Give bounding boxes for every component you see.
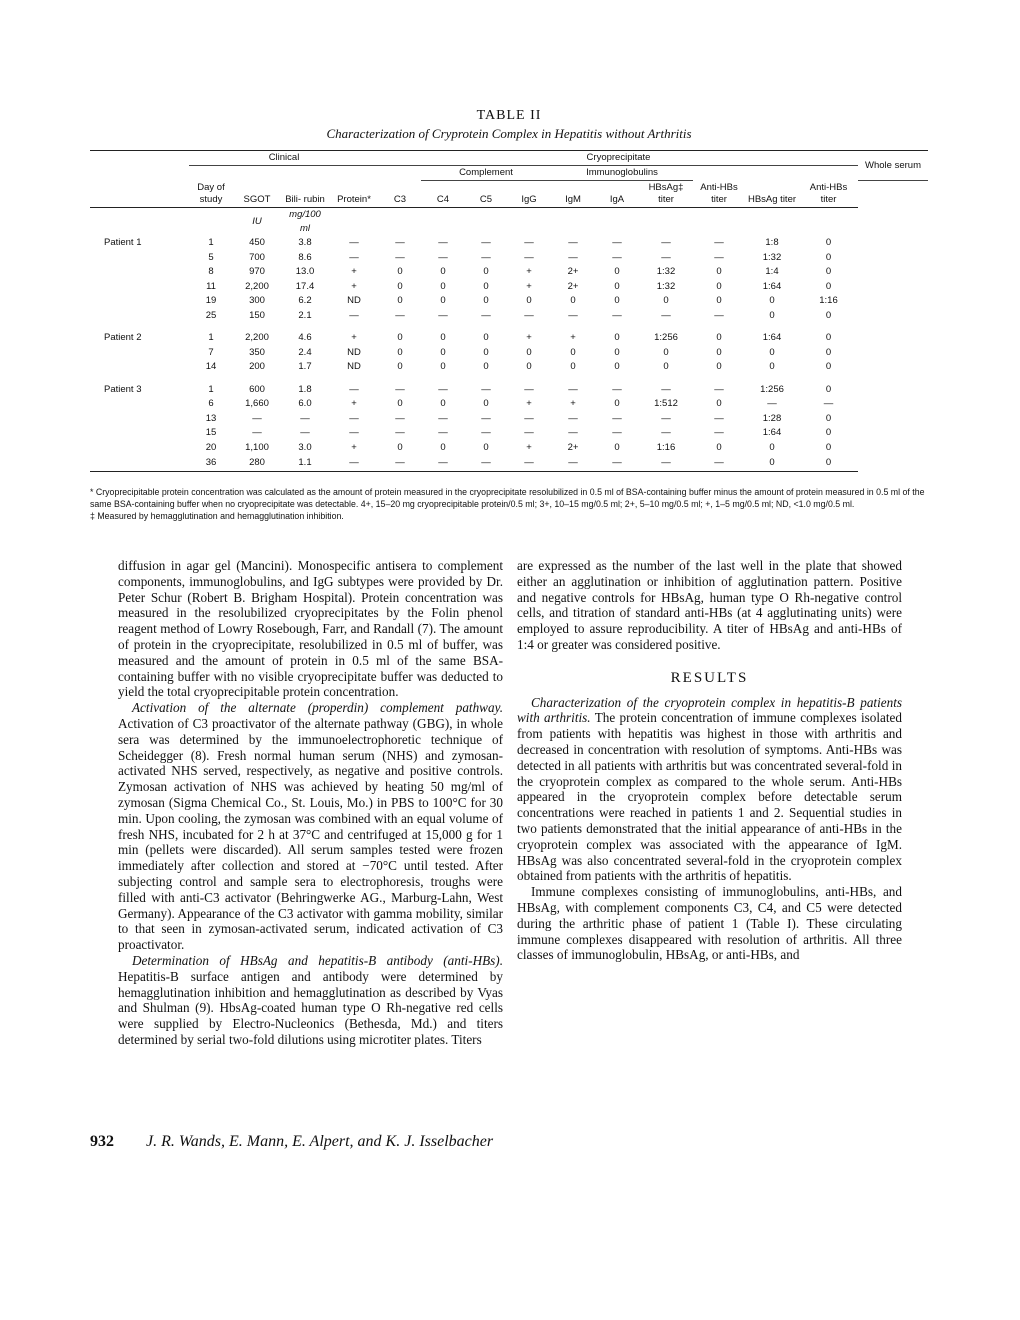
table-cell: 1:8 [765, 237, 779, 249]
table-row [90, 265, 928, 280]
table-cell: 0 [614, 295, 620, 307]
table-cell: 2.4 [298, 346, 312, 358]
table-cell: — [507, 455, 551, 472]
table-cell: — [612, 251, 622, 263]
table-cell: 0 [397, 361, 403, 373]
table-cell: — [481, 383, 491, 395]
table-cell: 0 [526, 295, 532, 307]
table-cell: — [329, 455, 379, 472]
table-cell: 0 [440, 280, 446, 292]
patient-label: Patient 2 [104, 332, 142, 344]
paragraph-hbsag-determination [118, 953, 503, 1048]
table-cell: — [300, 412, 310, 424]
table-cell: + [351, 280, 357, 292]
table-cell: 0 [614, 441, 620, 453]
table-cell: 2.1 [298, 309, 312, 321]
body-alternate-pathway: Activation of C3 proactivator of the alternate pathway (GBG), in whole sera was determined by the immunoelectrophoretic technique of Scheidegger (8). Fresh normal human serum (NHS) and zymosan-activated NHS served, respectively, as negative and positive controls. Zymosan activation of NHS was achieved by heating 50 mg/ml of zymosan (Sigma Chemical Co., St. Louis, Mo.) in PBS to 100°C for 30 min. Upon cooling, the zymosan was combined with an equal volume of fresh NHS, incubated for 2 h at 37°C and centrifuged at 15,000 g for 1 min (pellets were discarded). All serum samples tested were frozen immediately after collection and stored at −70°C until tested. After subjecting control and sample sera to electrophoresis, troughs were filled with anti-C3 activator (Behringwerke AG., Marburg-Lahn, West Germany). Appearance of the C3 activator with gamma mobility, similar to that seen in zymosan-activated serum, indicated activation of C3 proactivator. [118, 715, 503, 953]
table-cell: 1:64 [762, 280, 782, 292]
table-cell: — [767, 398, 777, 410]
table-cell: — [595, 455, 639, 472]
table-cell: — [395, 383, 405, 395]
table-row [90, 280, 928, 295]
table-cell: 2+ [567, 280, 579, 292]
paragraph-titers: are expressed as the number of the last well in the plate that showed either an agglutination or inhibition of agglutination pattern. Positive and negative controls for HBsAg, human type O Rh-negative control cells, and titration of standard anti-HBs (at 4 agglutinating units) were employed to assure reproducibility. A titer of HBsAg and anti-HBs of 1:4 or greater was considered positive. [517, 558, 902, 652]
table-cell: 0 [769, 295, 775, 307]
table-cell: 0 [614, 346, 620, 358]
heading-alternate-pathway: Activation of the alternate (properdin) complement pathway. [132, 700, 503, 716]
patient-label [90, 309, 189, 324]
unit-bilirubin: mg/100 ml [289, 209, 321, 234]
table-cell: + [570, 398, 576, 410]
table-cell: — [395, 427, 405, 439]
table-row [90, 397, 928, 412]
table-cell: 0 [825, 266, 832, 278]
table-cell: 0 [825, 441, 832, 453]
table-cell: 3.0 [298, 441, 312, 453]
table-cell: 3.8 [298, 237, 312, 249]
table-cell: — [568, 412, 578, 424]
group-clinical: Clinical [189, 151, 379, 166]
table-cell: — [349, 427, 359, 439]
col-serum-hbsag: HBsAg titer [745, 181, 799, 208]
body-hbsag-determination: Hepatitis-B surface antigen and antibody were determined by hemagglutination inhibition and hemagglutination as described by Vyas and Shulman (9). HbsAg-coated human type O Rh-negative red cells were supplied by Electro-Nucleonics (Bethesda, Md.) and titers determined by serial two-fold dilutions using microtiter plates. Titers [118, 968, 503, 1047]
results-heading: RESULTS [670, 669, 749, 686]
table-row [90, 383, 928, 398]
patient-label [90, 265, 189, 280]
group-whole-serum: Whole serum [858, 151, 928, 181]
table-cell: 6.2 [298, 295, 312, 307]
table-cell: + [526, 332, 532, 344]
table-cell: — [524, 412, 534, 424]
table-cell: + [526, 266, 532, 278]
table-cell: 1 [208, 383, 214, 395]
table-cell: 0 [825, 412, 832, 424]
table-cell: 0 [663, 361, 669, 373]
patient-label: Patient 1 [104, 237, 142, 249]
table-cell: + [351, 332, 357, 344]
patient-label [90, 280, 189, 295]
data-table [90, 150, 928, 472]
table-cell: 1.1 [281, 455, 329, 472]
table-cell: 0 [769, 361, 775, 373]
table-cell: — [300, 427, 310, 439]
table-cell: 350 [249, 346, 265, 358]
paragraph-methods: diffusion in agar gel (Mancini). Monospecific antisera to complement components, immunoglobulins, and IgG subtypes were provided by Dr. Peter Schur (Robert B. Brigham Hospital). Protein concentration was measured in the resolubilized cryoprecipitates by the Folin phenol reagent method of Lowry Rosebough, Farr, and Randall (7). The amount of protein in the cryoprecipitate, resolubilized in 0.5 ml of buffer, was measured and the amount of protein in 0.5 ml of the same BSA-containing buffer with no visible cryoprecipitate buffer was deducted to yield the total cryoprecipitable protein concentration. [118, 558, 503, 700]
table-cell: — [714, 251, 724, 263]
table-cell: 0 [614, 332, 620, 344]
table-cell: 0 [397, 280, 403, 292]
table-cell: 0 [825, 309, 832, 321]
table-cell: + [351, 441, 357, 453]
table-cell: 11 [206, 280, 216, 292]
table-cell: — [568, 427, 578, 439]
table-row [90, 412, 928, 427]
table-subtitle: Characterization of Cryprotein Complex in Hepatitis without Arthritis [326, 126, 692, 141]
patient-label [90, 294, 189, 309]
group-cryoprecipitate: Cryoprecipitate [379, 151, 858, 166]
table-cell: — [661, 237, 671, 249]
table-cell: — [568, 251, 578, 263]
patient-label [90, 441, 189, 456]
table-cell: — [661, 251, 671, 263]
table-cell: 1,100 [245, 441, 269, 453]
table-cell: — [395, 251, 405, 263]
footnote-hemagglutination: ‡ Measured by hemagglutination and hemagglutination inhibition. [90, 511, 344, 521]
table-cell: — [395, 237, 405, 249]
table-cell: 280 [233, 455, 281, 472]
table-cell: — [568, 237, 578, 249]
table-cell: — [252, 427, 262, 439]
table-cell: 0 [716, 332, 722, 344]
table-cell: 8 [208, 266, 214, 278]
table-cell: — [661, 412, 671, 424]
table-cell: 0 [663, 295, 669, 307]
table-cell: — [481, 251, 491, 263]
table-cell: 1:32 [762, 251, 782, 263]
table-cell: 5 [208, 251, 214, 263]
table-cell: 13 [205, 412, 217, 424]
table-cell: 0 [716, 295, 722, 307]
table-cell: 600 [249, 383, 265, 395]
table-cell: 4.6 [298, 332, 312, 344]
patient-label [90, 397, 189, 412]
table-cell: 0 [716, 280, 722, 292]
table-cell: 1:32 [656, 280, 676, 292]
table-cell: — [823, 398, 834, 410]
table-cell: — [481, 412, 491, 424]
col-antihbs-titer: Anti-HBs titer [693, 181, 745, 208]
table-cell: 0 [397, 441, 403, 453]
table-cell: 2+ [567, 266, 579, 278]
table-cell: — [639, 455, 693, 472]
table-cell: 15 [205, 427, 217, 439]
page-footer [90, 1133, 930, 1151]
table-cell: — [481, 427, 491, 439]
table-cell: — [714, 309, 724, 321]
table-cell: 1:256 [654, 332, 678, 344]
table-cell: 1:16 [819, 295, 838, 307]
table-cell: 0 [716, 398, 722, 410]
table-cell: 450 [249, 237, 265, 249]
table-cell: 0 [825, 361, 832, 373]
table-row [90, 455, 928, 472]
table-cell: — [438, 237, 448, 249]
table-cell: — [661, 427, 671, 439]
table-cell: — [252, 412, 262, 424]
table-cell: 0 [483, 361, 489, 373]
table-cell: 0 [526, 361, 532, 373]
table-cell: — [568, 383, 578, 395]
table-cell: 0 [663, 346, 669, 358]
group-immunoglobulins: Immunoglobulins [551, 166, 693, 181]
table-cell: — [395, 309, 405, 321]
heading-hbsag-determination: Determination of HBsAg and hepatitis-B antibody (anti-HBs). [132, 952, 503, 968]
table-cell: 0 [440, 361, 446, 373]
table-cell: 1:64 [762, 332, 782, 344]
table-cell: 1:32 [656, 266, 676, 278]
patient-label: Patient 3 [104, 383, 142, 395]
patient-label [90, 455, 189, 472]
table-cell: 0 [483, 280, 489, 292]
table-cell: ND [347, 346, 361, 358]
table-cell: 25 [205, 309, 217, 321]
table-cell: 13.0 [295, 266, 315, 278]
table-cell: 0 [825, 383, 832, 395]
table-cell: + [526, 398, 532, 410]
table-cell: — [465, 455, 507, 472]
table-cell: 200 [249, 361, 265, 373]
table-cell: 1.7 [298, 361, 312, 373]
table-cell: 2+ [567, 441, 579, 453]
table-row [90, 309, 928, 324]
paragraph-characterization [517, 695, 902, 885]
table-cell: 0 [397, 346, 403, 358]
author-line: J. R. Wands, E. Mann, E. Alpert, and K. J. Isselbacher [146, 1133, 494, 1150]
table-cell: 0 [825, 346, 832, 358]
table-cell: 1 [208, 237, 214, 249]
table-cell: 0 [483, 398, 489, 410]
table-cell: 300 [249, 295, 265, 307]
table-cell: 1:28 [762, 412, 782, 424]
table-row [90, 426, 928, 441]
table-cell: 0 [440, 441, 446, 453]
table-cell: — [438, 251, 448, 263]
table-cell: — [612, 427, 622, 439]
paragraph-alternate-pathway [118, 700, 503, 953]
table-cell: — [349, 237, 359, 249]
table-title: TABLE II [476, 108, 542, 123]
col-hbsag-titer: HBsAg‡ titer [639, 181, 693, 208]
table-footnotes [90, 486, 930, 522]
table-cell: 1.8 [298, 383, 312, 395]
table-cell: — [661, 309, 671, 321]
table-cell: 1 [208, 332, 214, 344]
table-cell: — [481, 237, 491, 249]
col-sgot: SGOT [233, 181, 281, 208]
table-cell: 2,200 [245, 280, 269, 292]
table-cell: — [714, 237, 724, 249]
table-row [90, 236, 928, 251]
table-cell: 6 [208, 398, 214, 410]
table-cell: 0 [483, 295, 489, 307]
table-cell: 1:512 [654, 398, 678, 410]
table-cell: — [349, 309, 359, 321]
patient-label [90, 426, 189, 441]
table-cell: — [612, 309, 622, 321]
table-cell: — [438, 412, 448, 424]
table-cell: 19 [205, 295, 217, 307]
col-protein: Protein* [329, 181, 379, 208]
table-cell: 0 [716, 441, 722, 453]
table-cell: — [524, 237, 534, 249]
table-cell: 0 [825, 280, 832, 292]
table-cell: 0 [825, 427, 832, 439]
table-cell: 0 [769, 309, 775, 321]
table-cell: — [379, 455, 421, 472]
table-cell: — [714, 383, 724, 395]
table-cell: 0 [716, 266, 722, 278]
table-cell: 0 [440, 266, 446, 278]
table-cell: 0 [397, 266, 403, 278]
table-cell: — [481, 309, 491, 321]
table-cell: 0 [769, 346, 775, 358]
table-cell: ND [347, 295, 361, 307]
table-cell: — [349, 412, 359, 424]
right-column [517, 558, 902, 963]
table-cell: 0 [825, 332, 832, 344]
table-row [90, 331, 928, 346]
table-cell: — [612, 412, 622, 424]
table-cell: 0 [397, 332, 403, 344]
table-cell: — [524, 427, 534, 439]
table-cell: 0 [397, 295, 403, 307]
table-cell: — [612, 237, 622, 249]
table-cell: 0 [483, 346, 489, 358]
col-igm: IgM [551, 181, 595, 208]
table-cell: — [693, 455, 745, 472]
table-row [90, 441, 928, 456]
group-complement: Complement [421, 166, 551, 181]
table-cell: 1:16 [656, 441, 676, 453]
table-cell: + [570, 332, 576, 344]
table-cell: + [351, 398, 357, 410]
table-cell: 150 [249, 309, 265, 321]
table-cell: 0 [440, 398, 446, 410]
patient-label [90, 412, 189, 427]
paragraph-immune-complexes: Immune complexes consisting of immunoglobulins, anti-HBs, and HBsAg, with complement components C3, C4, and C5 were detected during the arthritic phase of patient 1 (Table I). These circulating immune complexes disappeared with resolution of arthritis. All three classes of immunoglobulin, HBsAg, or anti-HBs, and [517, 884, 902, 963]
table-cell: — [568, 309, 578, 321]
table-cell: — [395, 412, 405, 424]
table-cell: 970 [249, 266, 265, 278]
col-day: Day of study [189, 181, 233, 208]
table-cell: — [612, 383, 622, 395]
page-number: 932 [90, 1133, 114, 1150]
table-cell: — [349, 383, 359, 395]
table-row [90, 360, 928, 375]
table-row [90, 294, 928, 309]
table-cell: — [438, 383, 448, 395]
table-cell: 0 [769, 441, 775, 453]
patient-label [90, 360, 189, 375]
table-cell: + [526, 280, 532, 292]
body-characterization: The protein concentration of immune complexes isolated from patients with hepatitis was highest in those with arthritis and decreased in concentration with resolution of symptoms. Anti-HBs was detected in all patients with arthritis but was concentrated several-fold in the cryoprotein complex as compared to the whole serum. Anti-HBs appeared in the cryoprotein complex before detectable serum concentrations were reached in patients 1 and 2. Sequential studies in two patients demonstrated that the initial appearance of anti-HBs in the cryoprotein complex was associated with the appearance of IgM. HBsAg was also concentrated several-fold in the cryoprotein complex obtained from patients with the arthritis of hepatitis. [517, 710, 902, 884]
table-cell: 0 [745, 455, 799, 472]
table-row [90, 251, 928, 266]
table-cell: 0 [483, 332, 489, 344]
table-cell: — [524, 251, 534, 263]
table-cell: 0 [570, 346, 576, 358]
table-cell: 8.6 [298, 251, 312, 263]
table-cell: 0 [799, 455, 858, 472]
table-cell: 0 [825, 237, 832, 249]
table-cell: + [351, 266, 357, 278]
table-cell: 17.4 [295, 280, 315, 292]
table-cell: — [349, 251, 359, 263]
table-cell: — [661, 383, 671, 395]
footnote-protein: * Cryoprecipitable protein concentration was calculated as the amount of protein measured in the cryoprecipitate resolubilized in 0.5 ml of BSA-containing buffer minus the amount of protein measured in 0.5 ml of the same BSA-containing buffer when no cryoprecipitate was detectable. 4+, 15–20 mg cryoprecipitable protein/0.5 ml; 3+, 10–15 mg/0.5 ml; 2+, 5–10 mg/0.5 ml; +, 1–5 mg/0.5 ml; ND, <1.0 mg/0.5 ml. [90, 487, 925, 509]
table-cell: 0 [825, 251, 832, 263]
table-cell: 0 [716, 346, 722, 358]
table-cell: — [714, 412, 724, 424]
table-cell: 0 [526, 346, 532, 358]
table-cell: 0 [483, 266, 489, 278]
table-cell: 1,660 [245, 398, 269, 410]
table-cell: 0 [716, 361, 722, 373]
table-cell: 14 [205, 361, 217, 373]
patient-label [90, 251, 189, 266]
table-cell: — [714, 427, 724, 439]
table-cell: 1:256 [760, 383, 784, 395]
col-igg: IgG [507, 181, 551, 208]
table-cell: — [438, 309, 448, 321]
table-cell: — [551, 455, 595, 472]
col-bilirubin: Bili- rubin [281, 181, 329, 208]
table-cell: 0 [570, 361, 576, 373]
table-cell: 20 [205, 441, 217, 453]
table-cell: 36 [189, 455, 233, 472]
table-cell: 0 [440, 295, 446, 307]
table-row [90, 346, 928, 361]
table-cell: — [524, 383, 534, 395]
col-serum-antihbs: Anti-HBs titer [799, 181, 858, 208]
unit-sgot: IU [252, 216, 262, 227]
table-cell: — [421, 455, 465, 472]
left-column [118, 558, 503, 1048]
table-cell: 0 [614, 280, 620, 292]
table-cell: 0 [440, 346, 446, 358]
col-c3: C3 [379, 181, 421, 208]
table-cell: 0 [614, 266, 620, 278]
table-cell: 7 [208, 346, 214, 358]
table-cell: 6.0 [298, 398, 312, 410]
col-c4: C4 [421, 181, 465, 208]
table-cell: ND [347, 361, 361, 373]
table-cell: 0 [440, 332, 446, 344]
col-c5: C5 [465, 181, 507, 208]
table-cell: 0 [483, 441, 489, 453]
table-cell: 0 [570, 295, 576, 307]
table-cell: 1:64 [762, 427, 782, 439]
table-cell: 0 [614, 398, 620, 410]
table-cell: 700 [249, 251, 265, 263]
patient-label [90, 346, 189, 361]
col-iga: IgA [595, 181, 639, 208]
table-cell: 0 [397, 398, 403, 410]
table-cell: 2,200 [245, 332, 269, 344]
table-cell: — [438, 427, 448, 439]
table-cell: 1:4 [765, 266, 779, 278]
table-cell: — [524, 309, 534, 321]
table-cell: 0 [614, 361, 620, 373]
heading-characterization: Characterization of the cryoprotein complex in hepatitis-B patients with arthritis. [517, 694, 902, 726]
table-cell: + [526, 441, 532, 453]
